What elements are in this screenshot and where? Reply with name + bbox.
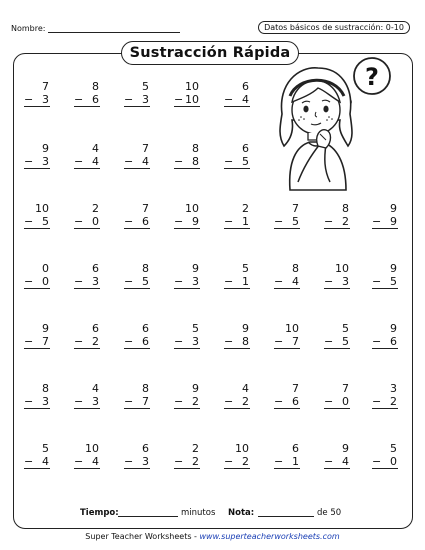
minuend: 10: [35, 202, 49, 215]
minuend: 9: [390, 322, 397, 335]
subtrahend-row: [224, 93, 250, 107]
minuend: 9: [192, 262, 199, 275]
subtraction-problem: [24, 442, 50, 469]
subtrahend-row: [274, 455, 300, 469]
minutes-label: minutos: [181, 508, 216, 518]
subtraction-problem: [24, 142, 50, 169]
subtrahend-row: [74, 215, 100, 229]
subtraction-problem: [74, 322, 100, 349]
subtrahend-row: [274, 335, 300, 349]
subtrahend-row: [174, 335, 200, 349]
subtrahend-row: [124, 275, 150, 289]
subtrahend-row: [74, 275, 100, 289]
subtraction-problem: [24, 80, 50, 107]
subtrahend-row: [74, 93, 100, 107]
minuend: 8: [142, 382, 149, 395]
out-of-label: de 50: [317, 508, 342, 518]
subtrahend-row: [372, 455, 398, 469]
subtrahend-row: [224, 155, 250, 169]
subtraction-problem: [24, 202, 50, 229]
minuend: 8: [42, 382, 49, 395]
subtraction-problem: [324, 202, 350, 229]
subtrahend-row: [124, 93, 150, 107]
subtrahend: 2: [342, 215, 349, 228]
minus-sign: −: [174, 395, 184, 408]
subtraction-problem: [74, 262, 100, 289]
minuend: 2: [242, 202, 249, 215]
subtrahend-row: [324, 275, 350, 289]
subtrahend: 0: [342, 395, 349, 408]
subtrahend-row: [174, 455, 200, 469]
minuend: 8: [342, 202, 349, 215]
credit-url[interactable]: www.superteacherworksheets.com: [199, 532, 340, 541]
minus-sign: −: [24, 275, 34, 288]
credit-line: [0, 532, 425, 541]
subtraction-problem: [174, 202, 200, 229]
subtrahend: 4: [342, 455, 349, 468]
subtrahend: 4: [292, 275, 299, 288]
subtrahend: 3: [42, 155, 49, 168]
minus-sign: −: [324, 275, 334, 288]
minuend: 9: [42, 322, 49, 335]
subtraction-problem: [124, 382, 150, 409]
question-mark-icon: ?: [365, 63, 379, 91]
subtrahend-row: [224, 395, 250, 409]
minus-sign: −: [74, 275, 84, 288]
minuend: 7: [42, 80, 49, 93]
subtrahend-row: [274, 275, 300, 289]
minus-sign: −: [124, 395, 134, 408]
subtitle-badge: Datos básicos de sustracción: 0-10: [258, 21, 410, 34]
subtrahend: 2: [192, 395, 199, 408]
subtrahend: 4: [142, 155, 149, 168]
minus-sign: −: [74, 395, 84, 408]
subtrahend-row: [74, 155, 100, 169]
subtrahend: 7: [142, 395, 149, 408]
minuend: 6: [242, 142, 249, 155]
subtrahend: 8: [192, 155, 199, 168]
subtrahend-row: [124, 215, 150, 229]
subtraction-problem: [24, 262, 50, 289]
subtrahend-row: [224, 215, 250, 229]
minuend: 6: [92, 322, 99, 335]
subtrahend-row: [372, 215, 398, 229]
subtrahend: 3: [142, 93, 149, 106]
minus-sign: −: [224, 215, 234, 228]
subtrahend: 7: [42, 335, 49, 348]
subtraction-problem: [274, 382, 300, 409]
minus-sign: −: [124, 455, 134, 468]
minus-sign: −: [372, 215, 382, 228]
subtraction-problem: [124, 262, 150, 289]
minus-sign: −: [372, 335, 382, 348]
minus-sign: −: [372, 455, 382, 468]
subtraction-problem: [274, 262, 300, 289]
worksheet-title: Sustracción Rápida: [121, 41, 299, 65]
grade-label: Nota:: [228, 508, 255, 518]
subtrahend-row: [224, 455, 250, 469]
minuend: 7: [142, 202, 149, 215]
subtrahend-row: [24, 215, 50, 229]
subtraction-problem: [74, 142, 100, 169]
subtrahend: 5: [342, 335, 349, 348]
minus-sign: −: [224, 275, 234, 288]
subtrahend-row: [324, 455, 350, 469]
subtraction-problem: [372, 262, 398, 289]
subtrahend: 6: [390, 335, 397, 348]
subtrahend: 6: [142, 215, 149, 228]
subtraction-problem: [224, 262, 250, 289]
minus-sign: −: [224, 395, 234, 408]
subtrahend-row: [124, 395, 150, 409]
subtrahend: 9: [390, 215, 397, 228]
minuend: 6: [142, 322, 149, 335]
grade-blank-line: [258, 516, 314, 517]
minus-sign: −: [174, 275, 184, 288]
minus-sign: −: [24, 335, 34, 348]
subtraction-problem: [224, 202, 250, 229]
minus-sign: −: [224, 335, 234, 348]
subtrahend: 10: [185, 93, 199, 106]
minuend: 6: [242, 80, 249, 93]
minuend: 10: [285, 322, 299, 335]
time-label: Tiempo:: [80, 508, 119, 518]
minus-sign: −: [274, 395, 284, 408]
minuend: 8: [192, 142, 199, 155]
minuend: 9: [242, 322, 249, 335]
subtraction-problem: [74, 80, 100, 107]
subtrahend-row: [124, 335, 150, 349]
subtrahend: 3: [142, 455, 149, 468]
credit-brand: Super Teacher Worksheets: [85, 532, 192, 541]
minus-sign: −: [372, 395, 382, 408]
minus-sign: −: [224, 455, 234, 468]
subtrahend-row: [324, 335, 350, 349]
minuend: 6: [292, 442, 299, 455]
subtrahend-row: [24, 275, 50, 289]
subtraction-problem: [124, 322, 150, 349]
subtrahend: 5: [292, 215, 299, 228]
minuend: 7: [292, 202, 299, 215]
subtrahend-row: [224, 335, 250, 349]
subtrahend: 6: [92, 93, 99, 106]
subtrahend: 3: [342, 275, 349, 288]
subtrahend: 3: [92, 275, 99, 288]
minuend: 2: [92, 202, 99, 215]
minuend: 9: [390, 262, 397, 275]
minuend: 10: [235, 442, 249, 455]
subtraction-problem: [372, 382, 398, 409]
minuend: 7: [292, 382, 299, 395]
subtrahend: 6: [142, 335, 149, 348]
subtraction-problem: [224, 80, 250, 107]
subtrahend: 3: [42, 93, 49, 106]
subtraction-problem: [74, 382, 100, 409]
minus-sign: −: [124, 93, 134, 106]
subtrahend: 1: [242, 215, 249, 228]
subtrahend: 3: [42, 395, 49, 408]
minuend: 2: [192, 442, 199, 455]
subtraction-problem: [124, 202, 150, 229]
subtrahend: 4: [92, 455, 99, 468]
minuend: 9: [342, 442, 349, 455]
subtraction-problem: [224, 322, 250, 349]
minus-sign: −: [174, 215, 184, 228]
minuend: 8: [142, 262, 149, 275]
subtrahend-row: [24, 93, 50, 107]
minus-sign: −: [174, 455, 184, 468]
minus-sign: −: [372, 275, 382, 288]
subtrahend: 1: [292, 455, 299, 468]
minuend: 8: [292, 262, 299, 275]
subtraction-problem: [74, 442, 100, 469]
subtrahend: 6: [292, 395, 299, 408]
subtraction-problem: [174, 442, 200, 469]
subtrahend-row: [174, 215, 200, 229]
minus-sign: −: [74, 155, 84, 168]
subtrahend: 5: [390, 275, 397, 288]
subtrahend: 3: [192, 335, 199, 348]
minus-sign: −: [124, 155, 134, 168]
minus-sign: −: [274, 275, 284, 288]
minuend: 4: [92, 142, 99, 155]
subtrahend-row: [174, 155, 200, 169]
minuend: 5: [142, 80, 149, 93]
subtrahend-row: [24, 455, 50, 469]
subtrahend-row: [174, 93, 200, 107]
subtrahend-row: [324, 215, 350, 229]
subtraction-problem: [224, 442, 250, 469]
subtrahend-row: [124, 455, 150, 469]
subtrahend-row: [124, 155, 150, 169]
subtrahend-row: [274, 215, 300, 229]
subtraction-problem: [124, 80, 150, 107]
subtrahend-row: [324, 395, 350, 409]
minuend: 4: [92, 382, 99, 395]
subtraction-problem: [174, 80, 200, 107]
subtraction-problem: [174, 262, 200, 289]
subtraction-problem: [224, 382, 250, 409]
minuend: 5: [42, 442, 49, 455]
subtraction-problem: [24, 382, 50, 409]
minuend: 5: [192, 322, 199, 335]
minuend: 7: [142, 142, 149, 155]
minus-sign: −: [24, 455, 34, 468]
subtrahend: 4: [242, 93, 249, 106]
subtraction-problem: [372, 322, 398, 349]
subtrahend: 9: [192, 215, 199, 228]
minuend: 10: [185, 80, 199, 93]
subtrahend: 5: [242, 155, 249, 168]
time-blank-line: [118, 516, 178, 517]
subtraction-problem: [372, 442, 398, 469]
subtraction-problem: [74, 202, 100, 229]
subtraction-problem: [324, 442, 350, 469]
subtraction-problem: [274, 442, 300, 469]
subtrahend: 0: [390, 455, 397, 468]
minus-sign: −: [24, 215, 34, 228]
subtrahend-row: [372, 335, 398, 349]
minus-sign: −: [274, 455, 284, 468]
subtrahend-row: [74, 335, 100, 349]
subtrahend-row: [174, 275, 200, 289]
minus-sign: −: [274, 335, 284, 348]
minuend: 9: [42, 142, 49, 155]
minus-sign: −: [24, 395, 34, 408]
subtraction-problem: [24, 322, 50, 349]
minus-sign: −: [174, 155, 184, 168]
subtrahend: 3: [192, 275, 199, 288]
minuend: 10: [85, 442, 99, 455]
subtrahend-row: [372, 395, 398, 409]
subtrahend: 0: [42, 275, 49, 288]
subtrahend: 2: [242, 395, 249, 408]
minuend: 3: [390, 382, 397, 395]
minuend: 5: [342, 322, 349, 335]
subtrahend-row: [74, 455, 100, 469]
subtrahend-row: [24, 155, 50, 169]
minus-sign: −: [24, 155, 34, 168]
subtraction-problem: [324, 322, 350, 349]
subtrahend-row: [174, 395, 200, 409]
subtrahend-row: [24, 335, 50, 349]
subtrahend: 1: [242, 275, 249, 288]
minuend: 5: [390, 442, 397, 455]
credit-separator: -: [191, 532, 200, 541]
subtraction-problem: [124, 442, 150, 469]
subtraction-problem: [174, 142, 200, 169]
subtraction-problem: [224, 142, 250, 169]
minus-sign: −: [74, 93, 84, 106]
subtraction-problem: [324, 262, 350, 289]
minus-sign: −: [324, 215, 334, 228]
minuend: 0: [42, 262, 49, 275]
minus-sign: −: [24, 93, 34, 106]
minus-sign: −: [324, 335, 334, 348]
subtraction-problem: [274, 322, 300, 349]
subtrahend: 2: [92, 335, 99, 348]
minuend: 4: [242, 382, 249, 395]
subtraction-problem: [324, 382, 350, 409]
subtraction-problem: [124, 142, 150, 169]
minus-sign: −: [224, 155, 234, 168]
subtraction-problem: [372, 202, 398, 229]
minus-sign: −: [74, 215, 84, 228]
minus-sign: −: [74, 335, 84, 348]
minus-sign: −: [324, 455, 334, 468]
minuend: 9: [390, 202, 397, 215]
name-label: Nombre:: [11, 24, 46, 33]
minus-sign: −: [124, 275, 134, 288]
subtrahend: 2: [242, 455, 249, 468]
subtrahend: 8: [242, 335, 249, 348]
subtrahend-row: [372, 275, 398, 289]
subtraction-problem: [174, 382, 200, 409]
subtrahend: 5: [42, 215, 49, 228]
subtraction-problem: [274, 202, 300, 229]
subtrahend: 4: [42, 455, 49, 468]
subtrahend: 0: [92, 215, 99, 228]
subtrahend: 2: [390, 395, 397, 408]
minuend: 5: [242, 262, 249, 275]
subtrahend: 3: [92, 395, 99, 408]
minus-sign: −: [224, 93, 234, 106]
minus-sign: −: [174, 93, 184, 106]
subtrahend-row: [224, 275, 250, 289]
minuend: 9: [192, 382, 199, 395]
subtrahend-row: [74, 395, 100, 409]
name-blank-line: [48, 32, 180, 33]
minuend: 10: [185, 202, 199, 215]
minuend: 10: [335, 262, 349, 275]
minuend: 8: [92, 80, 99, 93]
subtrahend: 4: [92, 155, 99, 168]
minus-sign: −: [124, 215, 134, 228]
subtrahend: 5: [142, 275, 149, 288]
subtrahend: 7: [292, 335, 299, 348]
minuend: 6: [92, 262, 99, 275]
minus-sign: −: [74, 455, 84, 468]
minus-sign: −: [124, 335, 134, 348]
minus-sign: −: [324, 395, 334, 408]
thinking-girl-illustration: [268, 54, 410, 194]
subtrahend: 2: [192, 455, 199, 468]
subtrahend-row: [274, 395, 300, 409]
subtraction-problem: [174, 322, 200, 349]
minuend: 7: [342, 382, 349, 395]
minuend: 6: [142, 442, 149, 455]
subtrahend-row: [24, 395, 50, 409]
minus-sign: −: [174, 335, 184, 348]
minus-sign: −: [274, 215, 284, 228]
